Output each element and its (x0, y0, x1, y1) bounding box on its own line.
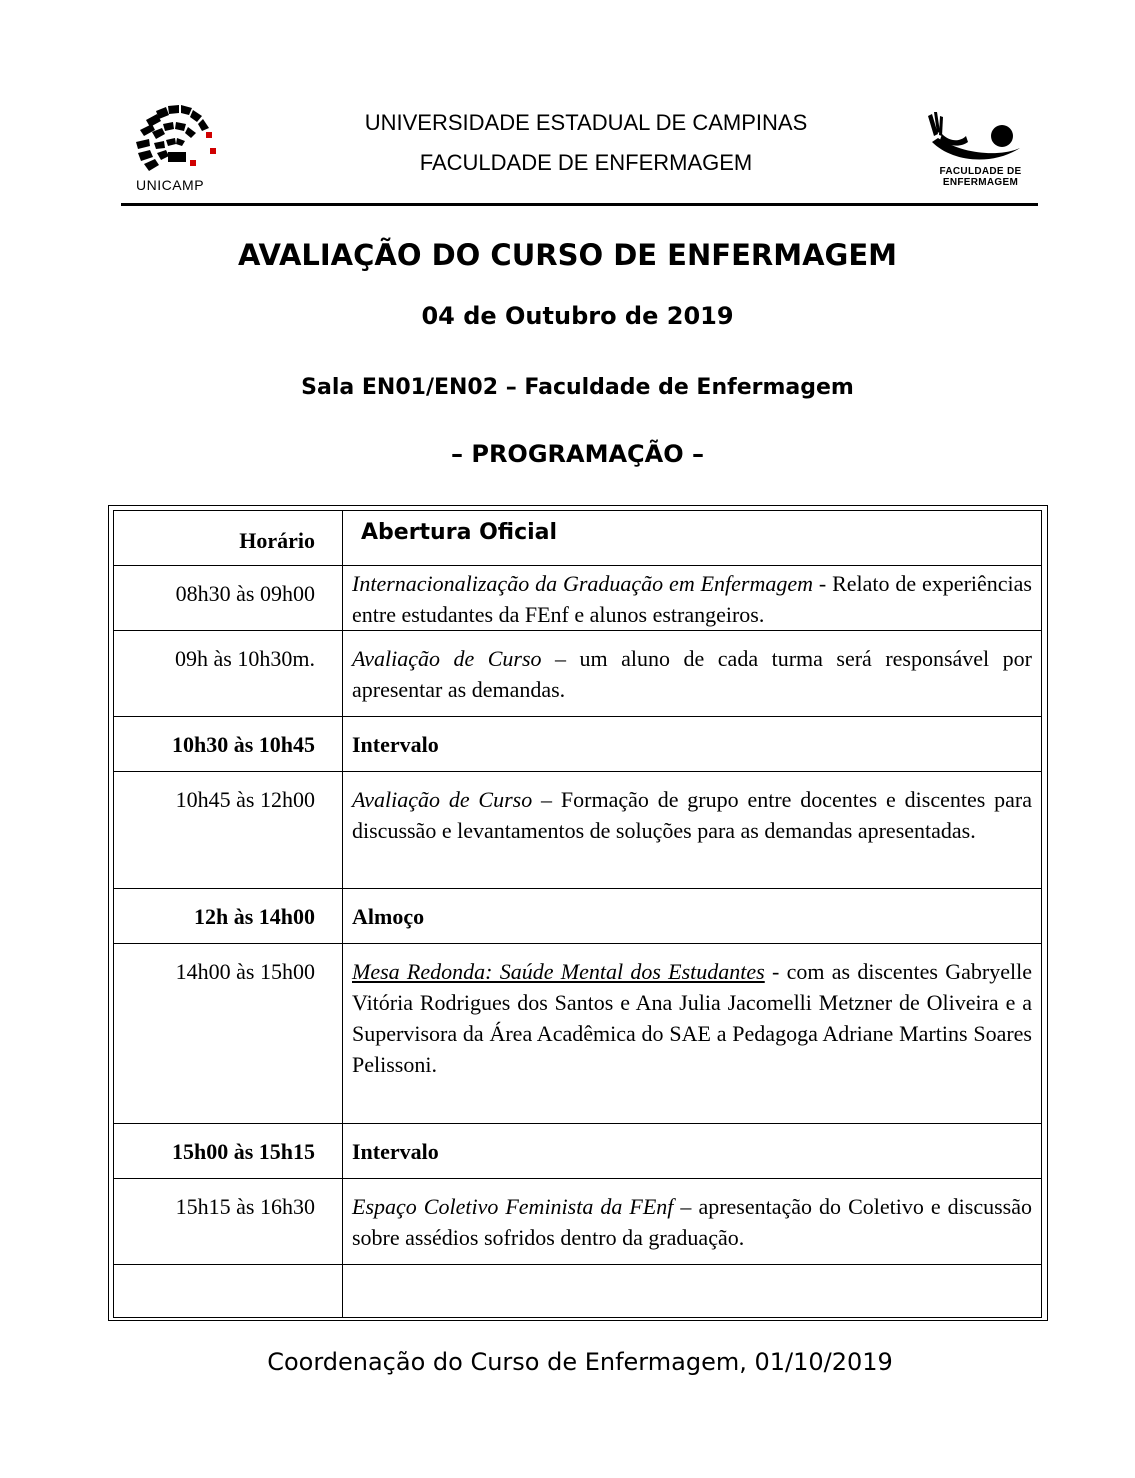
empty-cell (343, 1265, 1042, 1318)
row-description (343, 772, 1042, 889)
row-time: 12h às 14h00 (114, 889, 343, 944)
unicamp-logo (130, 102, 220, 198)
header-time: Horário (114, 511, 343, 566)
footer-signature: Coordenação do Curso de Enfermagem, 01/10/2019 (267, 1348, 893, 1376)
event-date: 04 de Outubro de 2019 (421, 302, 734, 330)
row-activity-details: – apresentação do Coletivo e discussão sobre assédios sofridos dentro da graduação. (352, 1194, 1032, 1250)
document-header (0, 0, 1135, 210)
row-description (343, 1179, 1042, 1265)
row-time: 10h30 às 10h45 (114, 717, 343, 772)
schedule-table (108, 505, 1048, 1321)
fenf-logo (922, 112, 1032, 198)
schedule-row (114, 717, 1042, 772)
row-activity-title: Internacionalização da Graduação em Enfermagem (352, 571, 813, 596)
row-description (343, 631, 1042, 717)
schedule-row (114, 631, 1042, 717)
row-time: 14h00 às 15h00 (114, 944, 343, 1124)
row-time: 08h30 às 09h00 (114, 566, 343, 631)
row-description: Almoço (343, 889, 1042, 944)
event-room: Sala EN01/EN02 – Faculdade de Enfermagem (301, 375, 854, 400)
schedule-row (114, 1179, 1042, 1265)
header-divider (121, 203, 1038, 206)
faculty-name: FACULDADE DE ENFERMAGEM (419, 150, 753, 175)
header-title: Abertura Oficial (343, 511, 1042, 566)
row-activity-title: Mesa Redonda: Saúde Mental dos Estudantes (352, 959, 765, 984)
row-time: 09h às 10h30m. (114, 631, 343, 717)
schedule-row (114, 566, 1042, 631)
schedule-row (114, 944, 1042, 1124)
row-time: 10h45 às 12h00 (114, 772, 343, 889)
row-activity-title: Avaliação de Curso (352, 646, 542, 671)
institution-name: UNIVERSIDADE ESTADUAL DE CAMPINAS (364, 110, 808, 135)
row-activity-details: – Formação de grupo entre docentes e discentes para discussão e levantamentos de soluções para as demandas apresentadas. (352, 787, 1032, 843)
row-description: Intervalo (343, 1124, 1042, 1179)
schedule-header-row (114, 511, 1042, 566)
row-activity-details: - Relato de experiências entre estudantes da FEnf e alunos estrangeiros. (352, 571, 1032, 627)
row-activity-title: Espaço Coletivo Feminista da FEnf (352, 1194, 674, 1219)
fenf-logo-text (928, 166, 1033, 188)
row-activity-details: - com as discentes Gabryelle Vitória Rodrigues dos Santos e Ana Julia Jacomelli Metzner de Oliveira e a Supervisora da Área Acadêmica do SAE a Pedagoga Adriane Martins Soares Pelissoni. (352, 959, 1032, 1077)
row-description (343, 944, 1042, 1124)
row-description: Intervalo (343, 717, 1042, 772)
row-description (343, 566, 1042, 631)
row-activity-title: Avaliação de Curso (352, 787, 533, 812)
program-heading: – PROGRAMAÇÃO – (451, 440, 704, 468)
fenf-logo-line1: FACULDADE DE (939, 166, 1022, 177)
unicamp-logo-text: UNICAMP (136, 177, 205, 193)
schedule-row (114, 1124, 1042, 1179)
row-activity-details: – um aluno de cada turma será responsável por apresentar as demandas. (352, 646, 1032, 702)
empty-cell (114, 1265, 343, 1318)
schedule-row (114, 772, 1042, 889)
fenf-logo-line2: ENFERMAGEM (942, 177, 1019, 188)
row-time: 15h15 às 16h30 (114, 1179, 343, 1265)
schedule-empty-row (114, 1265, 1042, 1318)
row-time: 15h00 às 15h15 (114, 1124, 343, 1179)
document-title: AVALIAÇÃO DO CURSO DE ENFERMAGEM (238, 238, 897, 272)
schedule-row (114, 889, 1042, 944)
